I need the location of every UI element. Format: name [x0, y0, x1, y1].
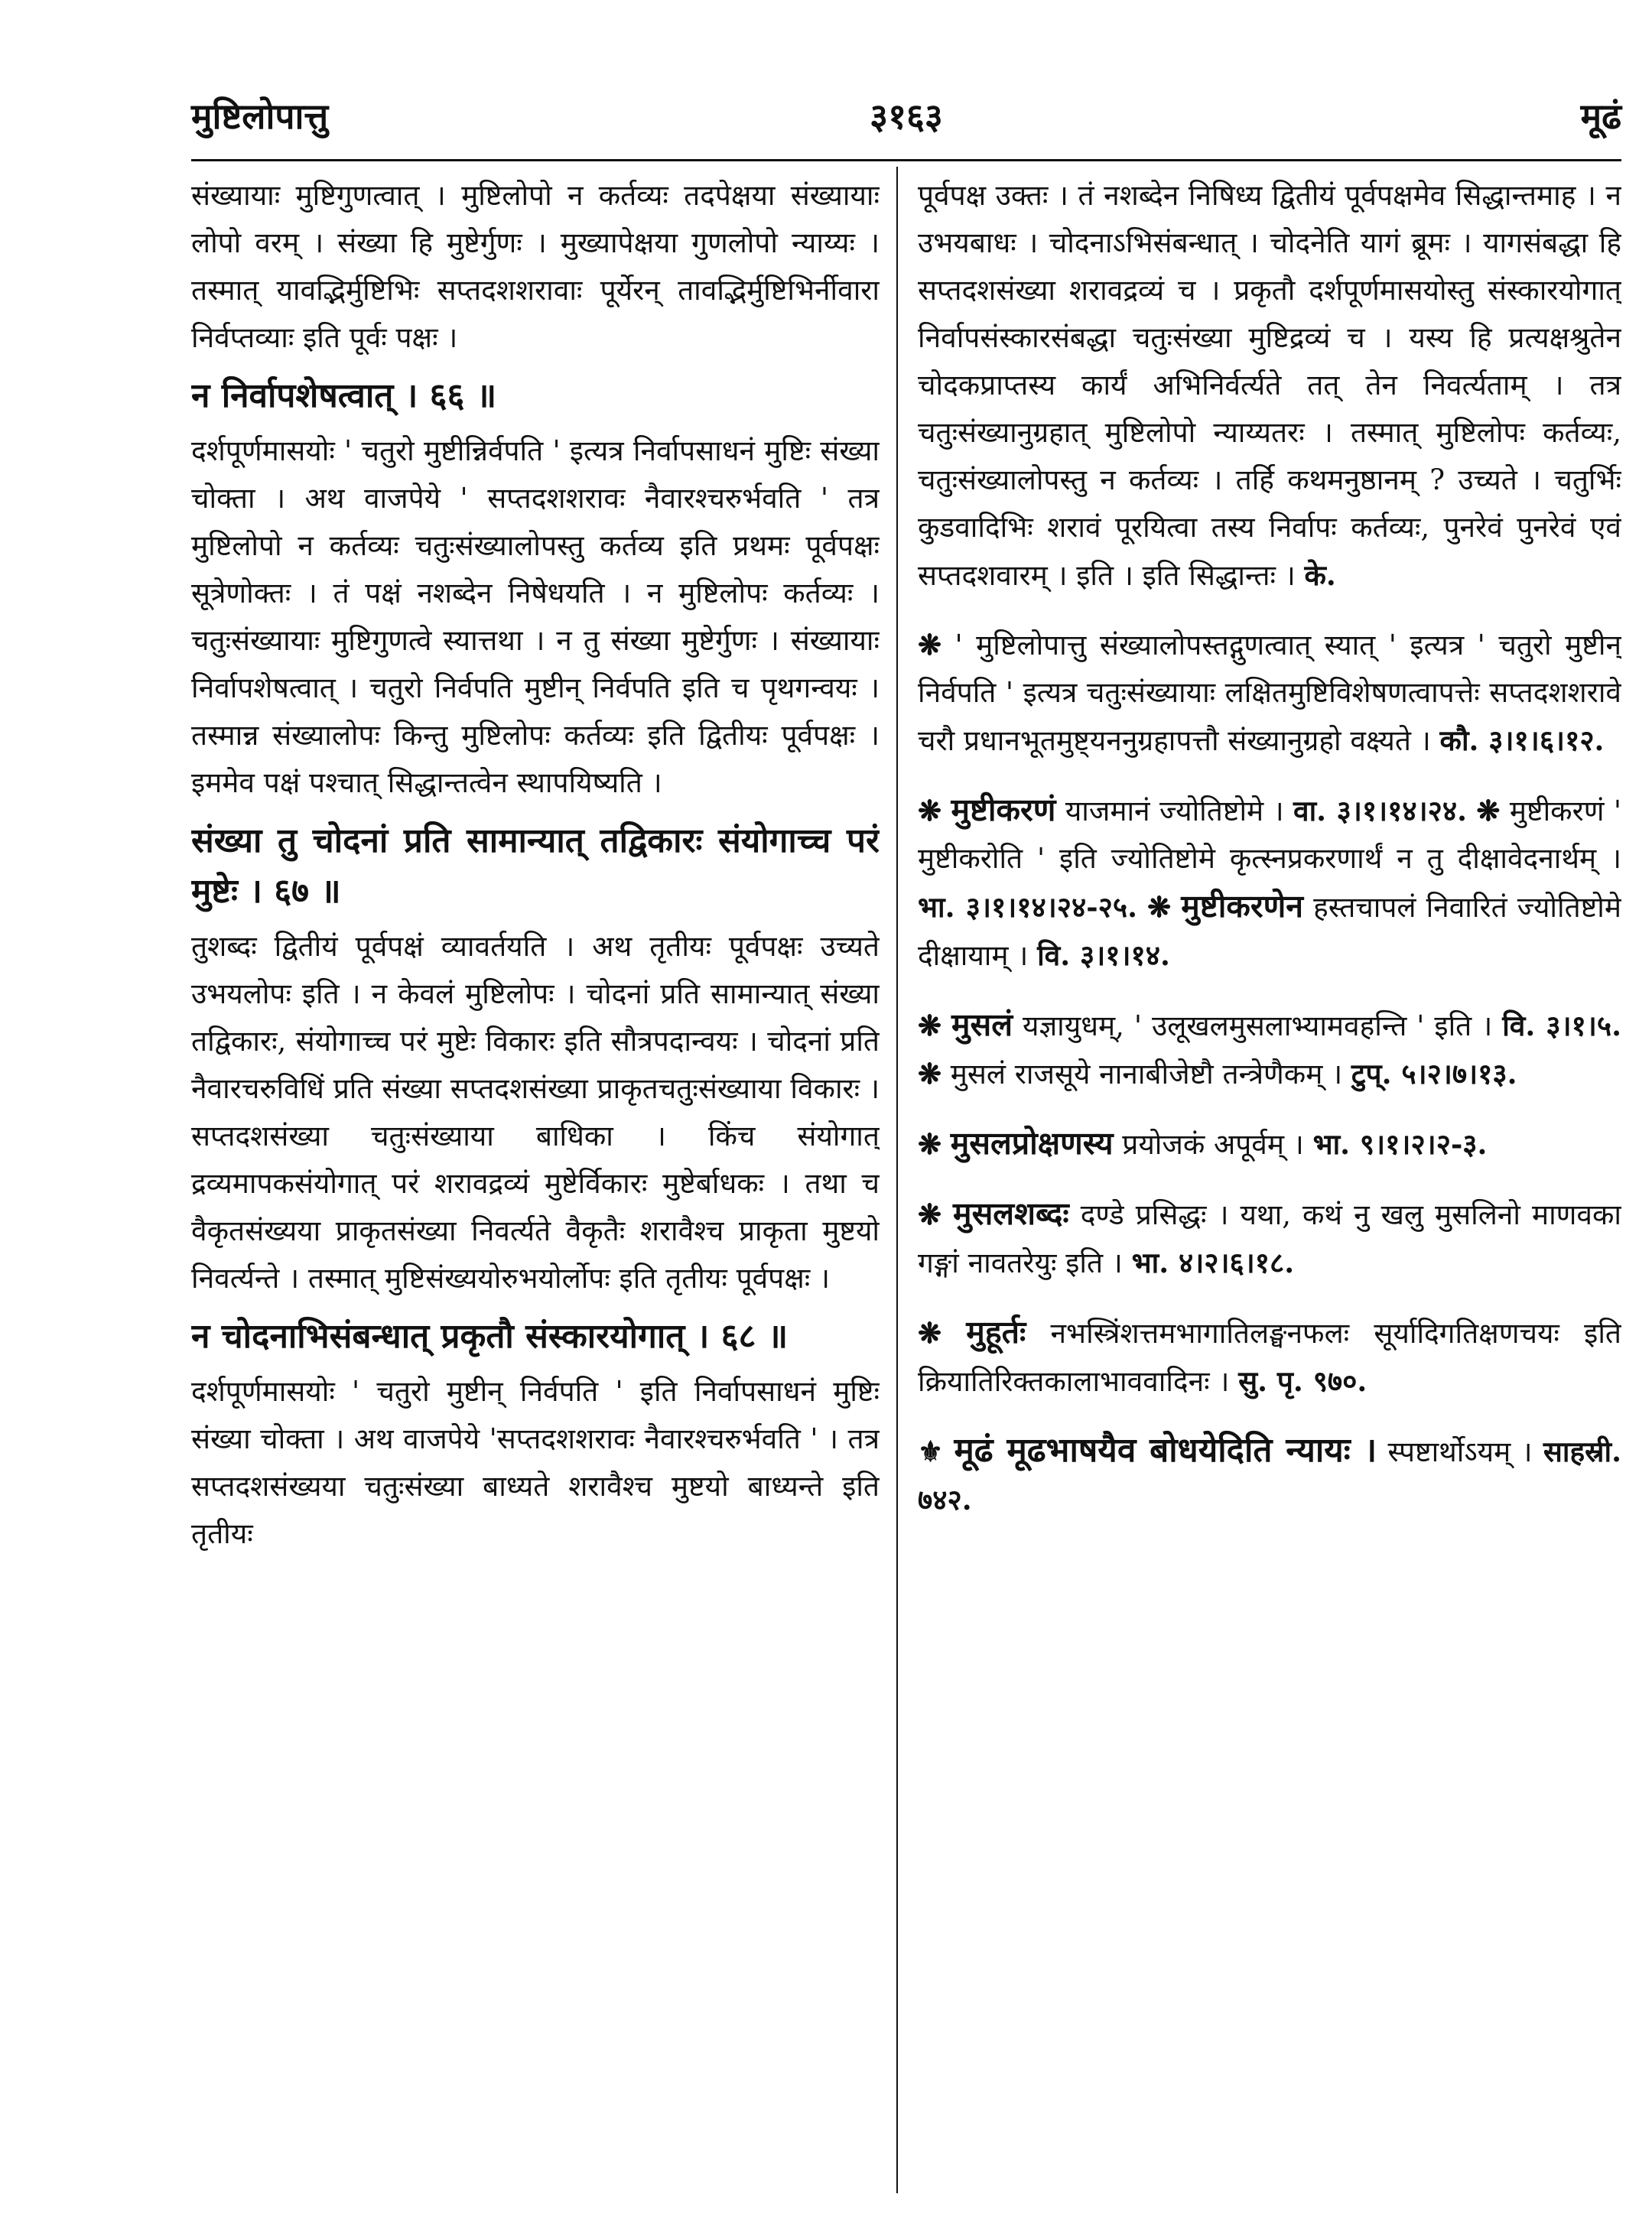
- asterisk-icon: ❋: [918, 1009, 942, 1042]
- asterisk-icon: ❋: [918, 1127, 942, 1161]
- sutra-66: न निर्वापशेषत्वात् । ६६ ॥: [191, 376, 497, 415]
- header-right-catchword: मूढं: [1580, 96, 1621, 137]
- running-header: [191, 92, 1621, 161]
- sutra-68: न चोदनाभिसंबन्धात् प्रकृतौ संस्कारयोगात् । ६८ ॥: [191, 1317, 789, 1356]
- entry-text: प्रयोजकं अपूर्वम् ।: [1113, 1128, 1304, 1161]
- entry-text: दण्डे प्रसिद्धः । यथा, कथं नु खलु मुसलिनो माणवका गङ्गां नावतरेयुः इति ।: [918, 1198, 1621, 1279]
- asterisk-icon: ❋: [918, 794, 942, 827]
- entry-headword: मुसलशब्दः: [953, 1195, 1069, 1232]
- source-reference: टुप्. ५।२।७।१३.: [1351, 1057, 1517, 1090]
- source-reference: वि. ३।१।१४.: [1037, 938, 1170, 972]
- source-reference: कौ. ३।१।६।१२.: [1439, 723, 1605, 757]
- entry-text: यज्ञायुधम्, ' उलूखलमुसलाभ्यामवहन्ति ' इति ।: [1013, 1009, 1493, 1042]
- entry-text: मुसलं राजसूये नानाबीजेष्टौ तन्त्रेणैकम् ।: [941, 1058, 1343, 1090]
- header-left-catchword: मुष्टिलोपात्तु: [191, 96, 329, 137]
- paragraph: तुशब्दः द्वितीयं पूर्वपक्षं व्यावर्तयति । अथ तृतीयः पूर्वपक्षः उच्यते उभयलोपः इति । न केवलं मुष्टिलोपः । चोदनां प्रति सामान्यात् संख्या तद्विकारः, संयोगाच्च परं मुष्टेः विकारः इति सौत्रपदान्वयः । चोदनां प्रति नैवारचरुविधिं प्रति संख्या सप्तदशसंख्या प्राकृतचतुःसंख्याया विकारः । सप्तदशसंख्या चतुःसंख्याया बाधिका । किंच संयोगात् द्रव्यमापकसंयोगात् परं शरावद्रव्यं मुष्टेर्विकारः मुष्टेर्बाधकः । तथा च वैकृतसंख्यया प्राकृतसंख्या निवर्त्यते वैकृतैः शरावैश्च प्राकृता मुष्टयो निवर्त्यन्ते । तस्मात् मुष्टिसंख्ययोरुभयोर्लोपः इति तृतीयः पूर्वपक्षः ।: [191, 930, 880, 1295]
- dictionary-entry: [918, 1190, 1621, 1287]
- dictionary-entry: [918, 1427, 1621, 1524]
- source-reference: भा. ३।१।१४।२४-२५.: [918, 890, 1137, 924]
- paragraph: संख्यायाः मुष्टिगुणत्वात् । मुष्टिलोपो न कर्तव्यः तदपेक्षया संख्यायाः लोपो वरम् । संख्या हि मुष्टेर्गुणः । मुख्यापेक्षया गुणलोपो न्याय्यः । तस्मात् यावद्भिर्मुष्टिभिः सप्तदशशरावाः पूर्येरन् तावद्भिर्मुष्टिभिर्नीवारा निर्वप्तव्याः इति पूर्वः पक्षः ।: [191, 179, 880, 354]
- entry-text: स्पष्टार्थोऽयम् ।: [1377, 1435, 1533, 1468]
- entry-text: मुष्टीकरणं ' मुष्टीकरोति ' इति ज्योतिष्टोमे कृत्स्नप्रकरणार्थं न तु दीक्षावेदनार्थम् ।: [918, 795, 1621, 875]
- dictionary-entry: [918, 1308, 1621, 1406]
- source-reference: वा. ३।१।१४।२४.: [1293, 794, 1467, 827]
- asterisk-icon: ❋: [918, 628, 942, 661]
- entry-text: नभस्त्रिंशत्तमभागातिलङ्घनफलः सूर्यादिगतिक्षणचयः इति क्रियातिरिक्तकालाभाववादिनः ।: [918, 1317, 1621, 1398]
- source-reference: के.: [1304, 558, 1336, 592]
- source-reference: भा. ९।१।२।२-३.: [1312, 1127, 1488, 1161]
- entry-headword: मुष्टीकरणेन: [1181, 888, 1304, 925]
- right-column: [918, 172, 1621, 2191]
- entry-headword: मूढं मूढभाषयैव बोधयेदिति न्यायः ।: [954, 1431, 1377, 1470]
- entry-headword: मुसलप्रोक्षणस्य: [950, 1125, 1114, 1162]
- entry-text: हस्तचापलं निवारितं ज्योतिष्टोमे दीक्षायाम् ।: [918, 891, 1621, 972]
- source-reference: साहस्री. ७४२.: [918, 1435, 1621, 1516]
- entry-headword: मुहूर्तः: [966, 1314, 1026, 1351]
- asterisk-icon: ❋: [918, 1198, 942, 1231]
- fleuron-icon: ⚜: [918, 1435, 944, 1468]
- dictionary-entry: [918, 1120, 1621, 1169]
- header-rule: [191, 159, 1621, 161]
- dictionary-entry: [918, 786, 1621, 980]
- asterisk-icon: ❋: [918, 1057, 942, 1090]
- sutra-67: संख्या तु चोदनां प्रति सामान्यात् तद्विकारः संयोगाच्च परं मुष्टेः । ६७ ॥: [191, 821, 880, 911]
- paragraph: दर्शपूर्णमासयोः ' चतुरो मुष्टीन् निर्वपति ' इति निर्वापसाधनं मुष्टिः संख्या चोक्ता । अथ वाजपेये 'सप्तदशशरावः नैवारश्चरुर्भवति ' । तत्र सप्तदशसंख्यया चतुःसंख्या बाध्यते शरावैश्च मुष्टयो बाध्यन्ते इति तृतीयः: [191, 1375, 880, 1550]
- page-number: ३१६३: [870, 96, 943, 137]
- asterisk-icon: ❋: [1476, 794, 1501, 827]
- source-reference: भा. ४।२।६।१८.: [1131, 1246, 1295, 1279]
- entry-headword: मुसलं: [951, 1006, 1013, 1043]
- entry-text: याजमानं ज्योतिष्टोमे ।: [1055, 795, 1284, 827]
- paragraph-text: पूर्वपक्ष उक्तः । तं नशब्देन निषिध्य द्वितीयं पूर्वपक्षमेव सिद्धान्तमाह । न उभयबाधः । चोदनाऽभिसंबन्धात् । चोदनेति यागं ब्रूमः । यागसंबद्धा हि सप्तदशसंख्या शरावद्रव्यं च । प्रकृतौ दर्शपूर्णमासयोस्तु संस्कारयोगात् निर्वापसंस्कारसंबद्धा चतुःसंख्या मुष्टिद्रव्यं च । यस्य हि प्रत्यक्षश्रुतेन चोदकप्राप्तस्य कार्यं अभिनिर्वर्त्यते तत् तेन निवर्त्यताम् । तत्र चतुःसंख्यानुग्रहात् मुष्टिलोपो न्याय्यतरः । तस्मात् मुष्टिलोपः कर्तव्यः, चतुःसंख्यालोपस्तु न कर्तव्यः । तर्हि कथमनुष्ठानम् ? उच्यते । चतुर्भिः कुडवादिभिः शरावं पूरयित्वा तस्य निर्वापः कर्तव्यः, पुनरेवं पुनरेवं एवं सप्तदशवारम् । इति । इति सिद्धान्तः ।: [918, 179, 1621, 592]
- paragraph: [918, 172, 1621, 600]
- entry-headword: मुष्टीकरणं: [951, 791, 1056, 828]
- asterisk-icon: ❋: [918, 1316, 942, 1350]
- entry-text: ' मुष्टिलोपात्तु संख्यालोपस्तद्गुणत्वात् स्यात् ' इत्यत्र ' चतुरो मुष्टीन् निर्वपति ' इत्यत्र चतुःसंख्यायाः लक्षितमुष्टिविशेषणत्वापत्तेः सप्तदशशरावे चरौ प्रधानभूतमुष्ट्यननुग्रहापत्तौ संख्यानुग्रहो वक्ष्यते ।: [918, 629, 1621, 757]
- source-reference: वि. ३।१।५.: [1502, 1009, 1621, 1042]
- dictionary-entry: [918, 621, 1621, 765]
- paragraph: दर्शपूर्णमासयोः ' चतुरो मुष्टीन्निर्वपति ' इत्यत्र निर्वापसाधनं मुष्टिः संख्या चोक्ता । अथ वाजपेये ' सप्तदशशरावः नैवारश्चरुर्भवति ' तत्र मुष्टिलोपो न कर्तव्यः चतुःसंख्यालोपस्तु कर्तव्य इति प्रथमः पूर्वपक्षः सूत्रेणोक्तः । तं पक्षं नशब्देन निषेधयति । न मुष्टिलोपः कर्तव्यः । चतुःसंख्यायाः मुष्टिगुणत्वे स्यात्तथा । न तु संख्या मुष्टेर्गुणः । संख्यायाः निर्वापशेषत्वात् । चतुरो निर्वपति मुष्टीन् निर्वपति इति च पृथगन्वयः । तस्मान्न संख्यालोपः किन्तु मुष्टिलोपः कर्तव्यः इति द्वितीयः पूर्वपक्षः । इममेव पक्षं पश्चात् सिद्धान्तत्वेन स्थापयिष्यति ।: [191, 434, 880, 799]
- column-divider: [896, 167, 898, 2193]
- source-reference: सु. पृ. ९७०.: [1238, 1364, 1367, 1398]
- dictionary-entry: [918, 1001, 1621, 1098]
- asterisk-icon: ❋: [1147, 890, 1172, 924]
- left-column: [191, 172, 880, 2191]
